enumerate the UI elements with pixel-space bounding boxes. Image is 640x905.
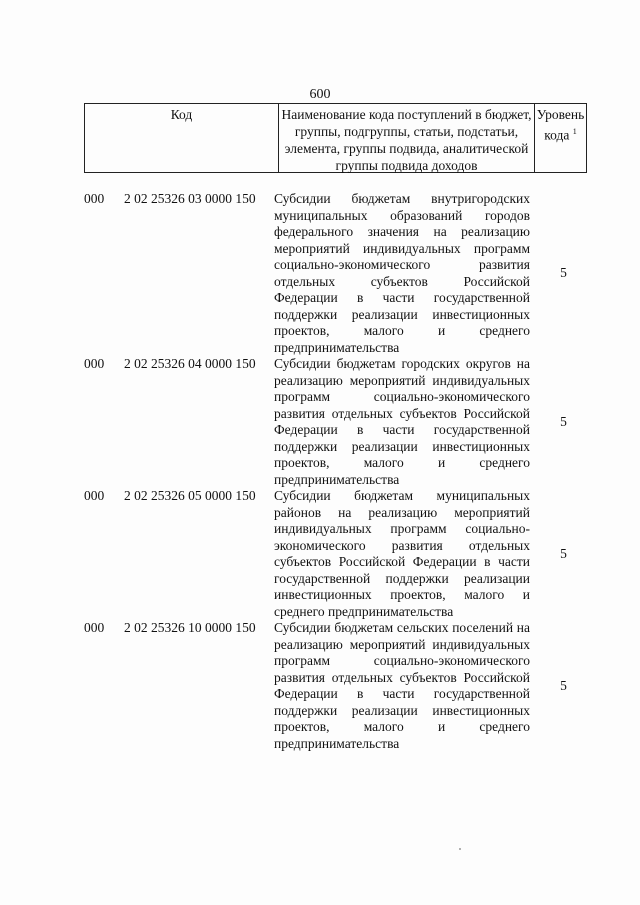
table-header xyxy=(84,103,587,173)
table-row xyxy=(84,356,587,488)
code-level: 5 xyxy=(560,265,567,281)
revenue-name: Субсидии бюджетам сельских поселений на реализацию мероприятий индивидуальных программ социально-экономического развития отдельных субъектов Российской Федерации в части государственной поддержки реализации инвестиционных проектов, малого и среднего предпринимательства xyxy=(274,620,530,751)
admin-code: 000 xyxy=(84,620,105,635)
code-level: 5 xyxy=(560,545,567,561)
header-name: Наименование кода поступлений в бюджет, группы, подгруппы, статьи, подстатьи, элемента, группы подвида, аналитической группы подвида доходов xyxy=(279,104,535,172)
header-level-footnote: 1 xyxy=(572,127,577,136)
revenue-name: Субсидии бюджетам муниципальных районов на реализацию мероприятий индивидуальных программ социально-экономического развития отдельных субъектов Российской Федерации в части государственной поддержки реализации инвестиционных проектов, малого и среднего предпринимательства xyxy=(274,488,530,619)
table-row xyxy=(84,191,587,356)
revenue-code: 2 02 25326 10 0000 150 xyxy=(124,620,256,635)
revenue-code: 2 02 25326 03 0000 150 xyxy=(124,191,256,206)
header-level-line1: Уровень xyxy=(536,107,585,122)
code-level: 5 xyxy=(560,413,567,429)
code-level: 5 xyxy=(560,677,567,693)
table-row xyxy=(84,620,587,752)
page-number: 600 xyxy=(309,87,331,102)
revenue-name: Субсидии бюджетам городских округов на реализацию мероприятий индивидуальных программ социально-экономического развития отдельных субъектов Российской Федерации в части государственной поддержки реализации инвестиционных проектов, малого и среднего предпринимательства xyxy=(274,356,530,487)
admin-code: 000 xyxy=(84,191,105,206)
revenue-name: Субсидии бюджетам внутригородских муниципальных образований городов федерального значения на реализацию мероприятий индивидуальных программ социально-экономического развития отдельных субъектов Российской Федерации в части государственной поддержки реализации инвестиционных проектов, малого и среднего предпринимательства xyxy=(274,191,530,355)
table-body xyxy=(84,191,587,752)
revenue-code: 2 02 25326 05 0000 150 xyxy=(124,488,256,503)
admin-code: 000 xyxy=(84,488,105,503)
header-level-line2: кода xyxy=(544,127,570,143)
table-row xyxy=(84,488,587,620)
header-level xyxy=(535,104,586,172)
header-code: Код xyxy=(85,104,279,172)
revenue-code: 2 02 25326 04 0000 150 xyxy=(124,356,256,371)
scan-speck xyxy=(459,848,461,850)
admin-code: 000 xyxy=(84,356,105,371)
